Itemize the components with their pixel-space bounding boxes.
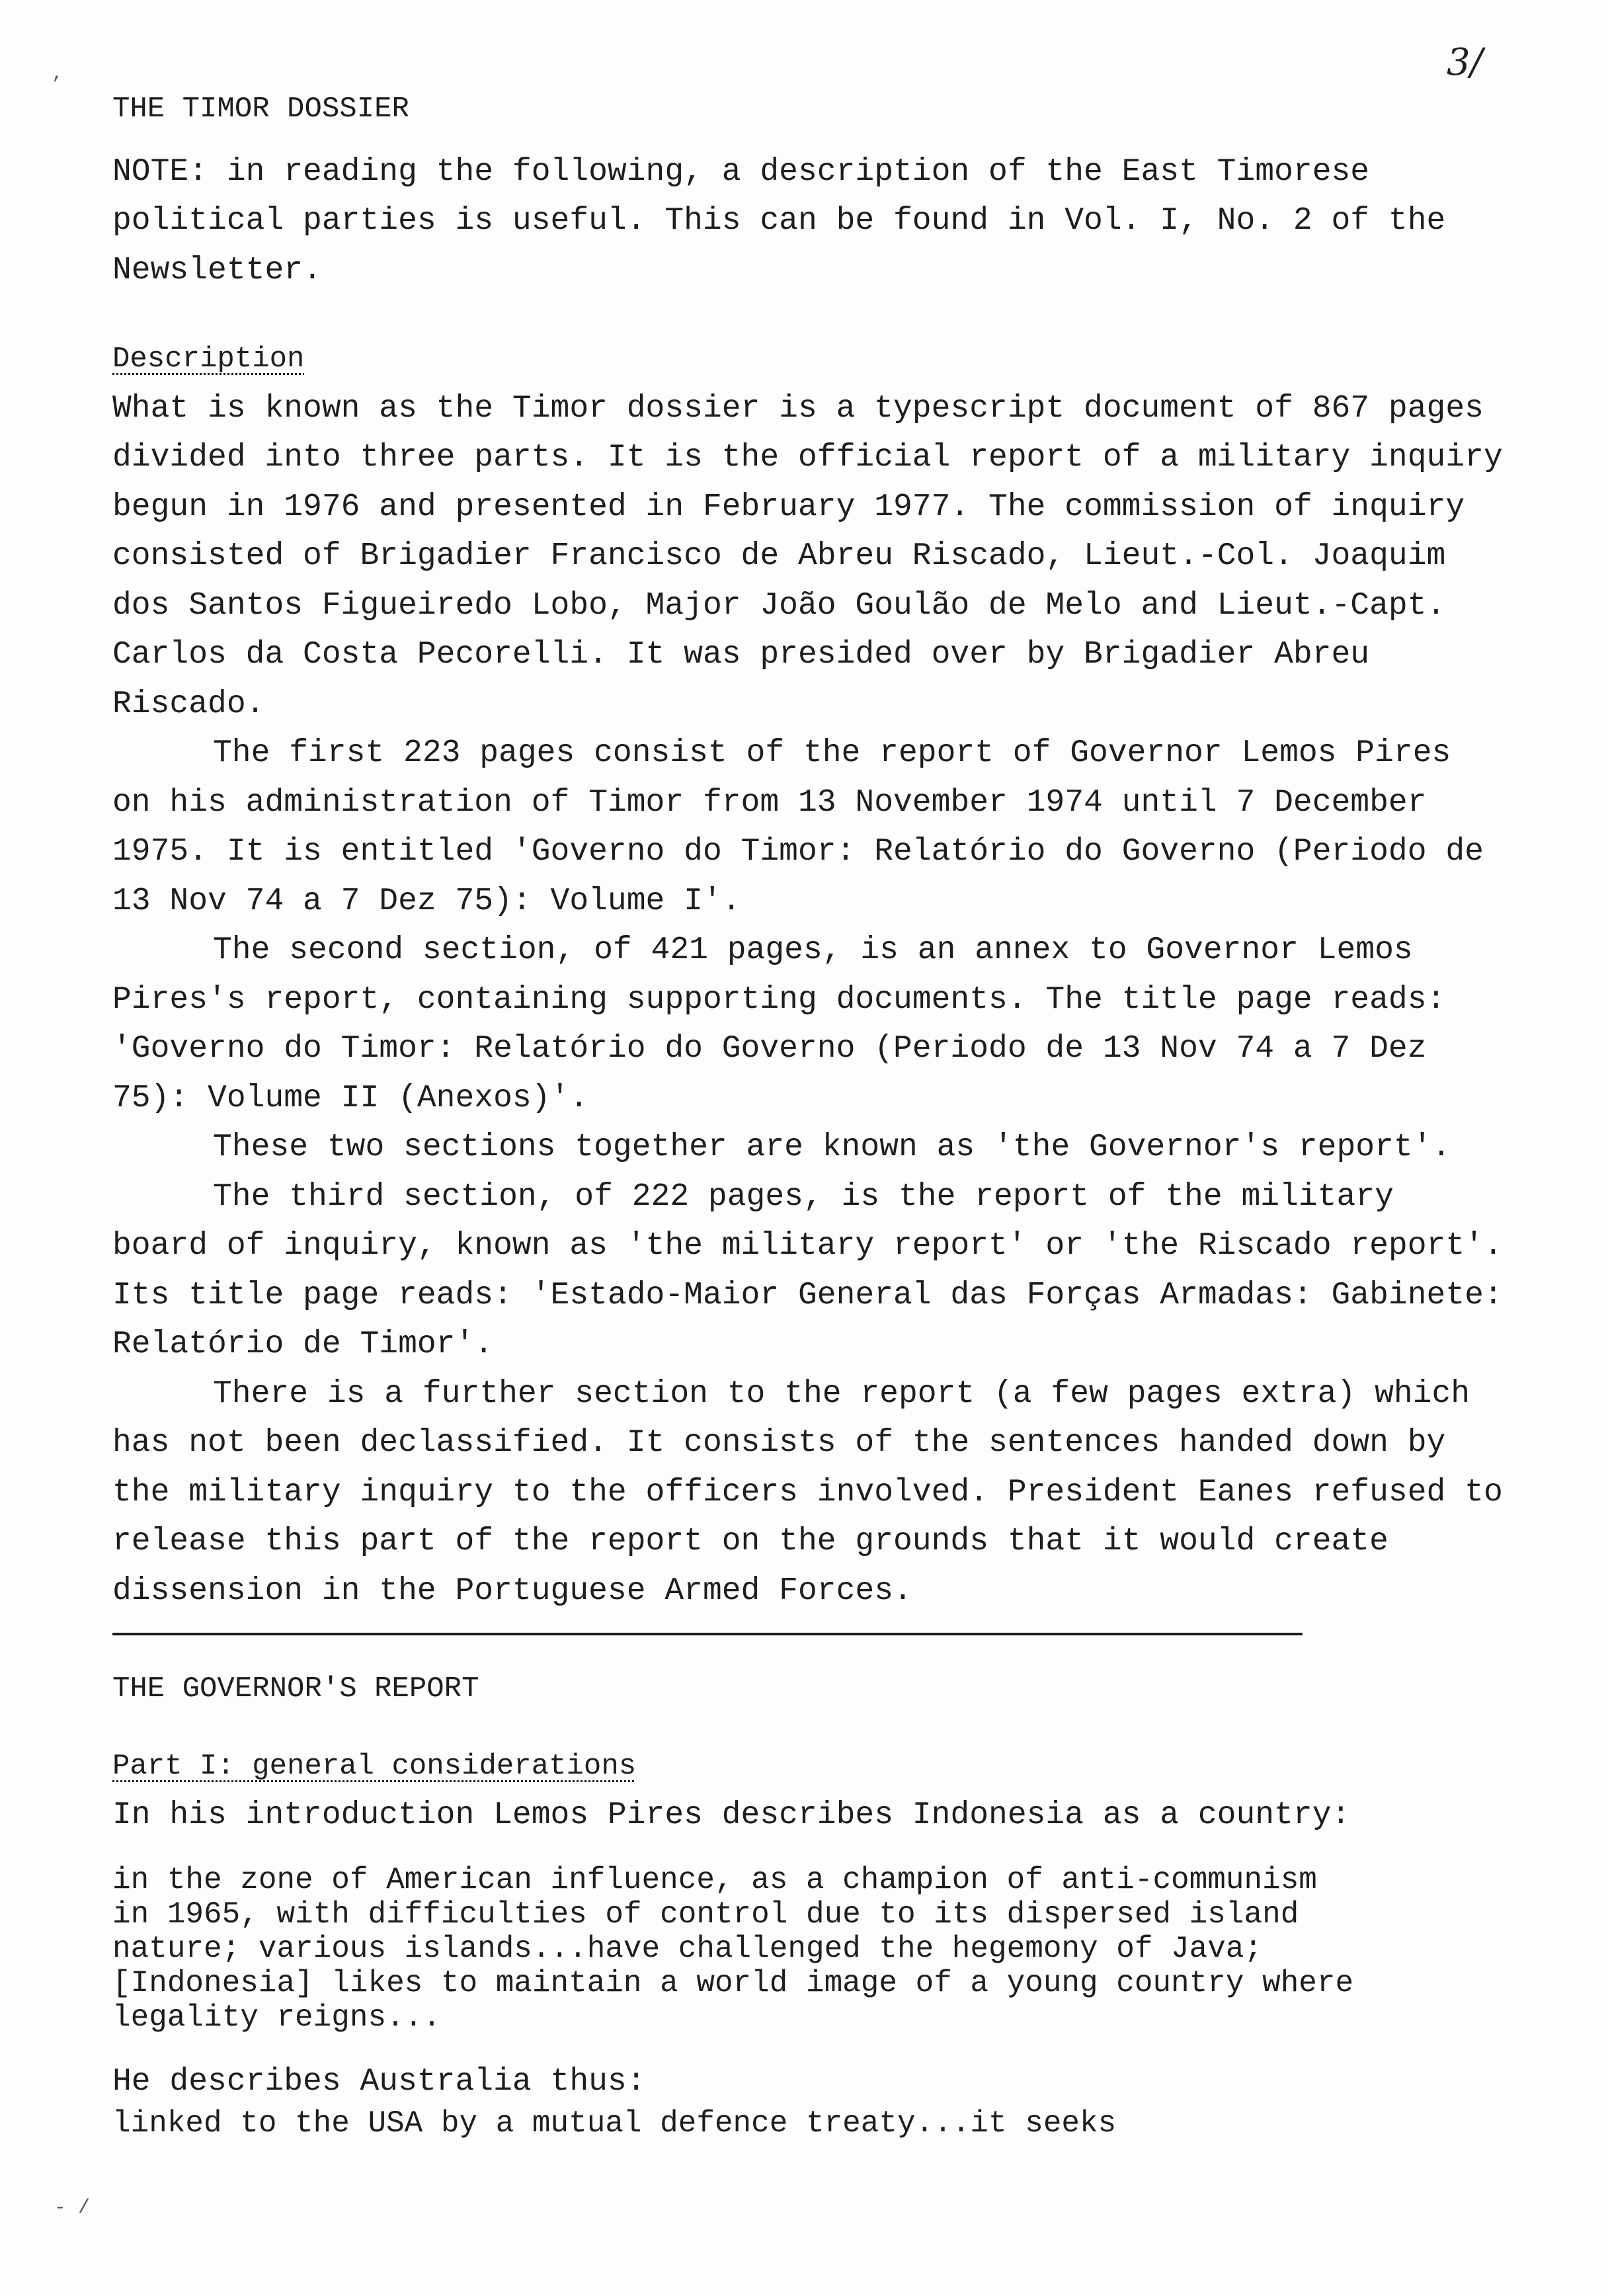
document-title: THE TIMOR DOSSIER: [112, 93, 409, 126]
stray-mark-top: ’: [50, 74, 63, 97]
part-heading: Part I: general considerations: [112, 1749, 637, 1783]
stray-mark-bottom: - /: [54, 2197, 91, 2219]
description-paragraph-3: The second section, of 421 pages, is an annex to Governor Lemos Pires's report, containing supporting documents. The title page reads: 'Governo do Timor: Relatório do Governo (Periodo de 13 Nov 74 a 7 Dez 75): Volume II (Anexos)'.: [112, 932, 1446, 1116]
description-paragraph-1: What is known as the Timor dossier is a typescript document of 867 pages divided into three parts. It is the official report of a military inquiry begun in 1976 and presented in February 1977. The commission of inquiry consisted of Brigadier Francisco de Abreu Riscado, Lieut.-Col. Joaquim dos Santos Figueiredo Lobo, Major João Goulão de Melo and Lieut.-Capt. Carlos da Costa Pecorelli. It was presided over by Brigadier Abreu Riscado.: [112, 390, 1503, 722]
document-body: [112, 85, 1508, 2141]
block-quote-australia: linked to the USA by a mutual defence treaty...it seeks: [112, 2106, 1117, 2141]
governors-report-heading: THE GOVERNOR'S REPORT: [112, 1672, 479, 1705]
description-heading: Description: [112, 343, 305, 376]
description-paragraph-2: The first 223 pages consist of the report of Governor Lemos Pires on his administration of Timor from 13 November 1974 until 7 December 1975. It is entitled 'Governo do Timor: Relatório do Governo (Periodo de 13 Nov 74 a 7 Dez 75): Volume I'.: [112, 735, 1484, 919]
description-paragraph-4: These two sections together are known as 'the Governor's report'.: [213, 1129, 1451, 1165]
description-paragraph-6: There is a further section to the report (a few pages extra) which has not been declassified. It consists of the sentences handed down by the military inquiry to the officers involved. President Eanes refused to release this part of the report on the grounds that it would create dissension in the Portuguese Armed Forces.: [112, 1375, 1503, 1609]
intro-paragraph: In his introduction Lemos Pires describes Indonesia as a country:: [112, 1797, 1351, 1833]
note-paragraph: NOTE: in reading the following, a description of the East Timorese political parties is useful. This can be found in Vol. I, No. 2 of the Newsletter.: [112, 153, 1446, 288]
page-number: 3/: [1447, 41, 1483, 84]
australia-intro: He describes Australia thus:: [112, 2063, 646, 2100]
block-quote-indonesia: in the zone of American influence, as a champion of anti-communism in 1965, with difficulties of control due to its dispersed island nature; various islands...have challenged the hegemony of Java; [Indonesia] likes to maintain a world image of a young country where legality reigns...: [112, 1862, 1354, 2035]
description-paragraph-5: The third section, of 222 pages, is the report of the military board of inquiry, known as 'the military report' or 'the Riscado report'. Its title page reads: 'Estado-Maior General das Forças Armadas: Gabinete: Relatório de Timor'.: [112, 1178, 1503, 1362]
